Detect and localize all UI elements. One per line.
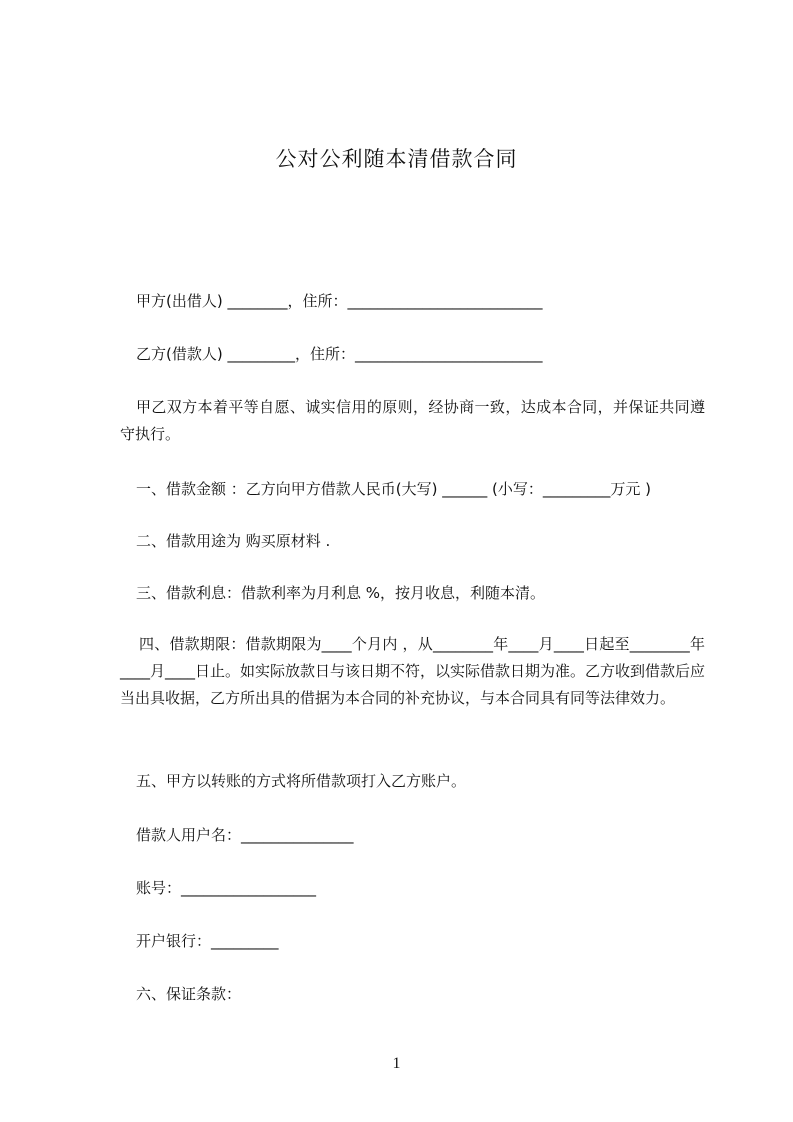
account-number-field: 账号：__________________ (136, 879, 317, 897)
bank-field: 开户银行：_________ (136, 932, 279, 950)
clause-guarantee: 六、保证条款： (136, 985, 242, 1003)
page-number: 1 (392, 1055, 401, 1072)
clause-interest: 三、借款利息：借款利率为月利息 %，按月收息，利随本清。 (136, 584, 546, 602)
clause-loan-purpose: 二、借款用途为 购买原材料 . (136, 532, 331, 550)
party-a-line: 甲方(出借人) ________，住所：__________________________ (136, 292, 543, 310)
clause-loan-term: 四、借款期限：借款期限为____个月内 ，从________年____月____日起至________年____月____日止。如实际放款日与该日期不符，以实际借款日期为准。乙方收到借款后应当出具收据，乙方所出具的借据为本合同的补充协议，与本合同具有同等法律效力。 (120, 635, 706, 707)
account-name-field: 借款人用户名：_______________ (136, 826, 354, 844)
clause-transfer: 五、甲方以转账的方式将所借款项打入乙方账户。 (136, 772, 467, 790)
clause-loan-amount: 一、借款金额 ：乙方向甲方借款人民币(大写) ______ (小写：_________万元 ) (136, 480, 651, 498)
intro-paragraph: 甲乙双方本着平等自愿、诚实信用的原则，经协商一致，达成本合同，并保证共同遵守执行。 (120, 398, 705, 443)
party-b-line: 乙方(借款人) _________，住所：_________________________ (136, 345, 543, 363)
document-title: 公对公利随本清借款合同 (275, 147, 518, 171)
